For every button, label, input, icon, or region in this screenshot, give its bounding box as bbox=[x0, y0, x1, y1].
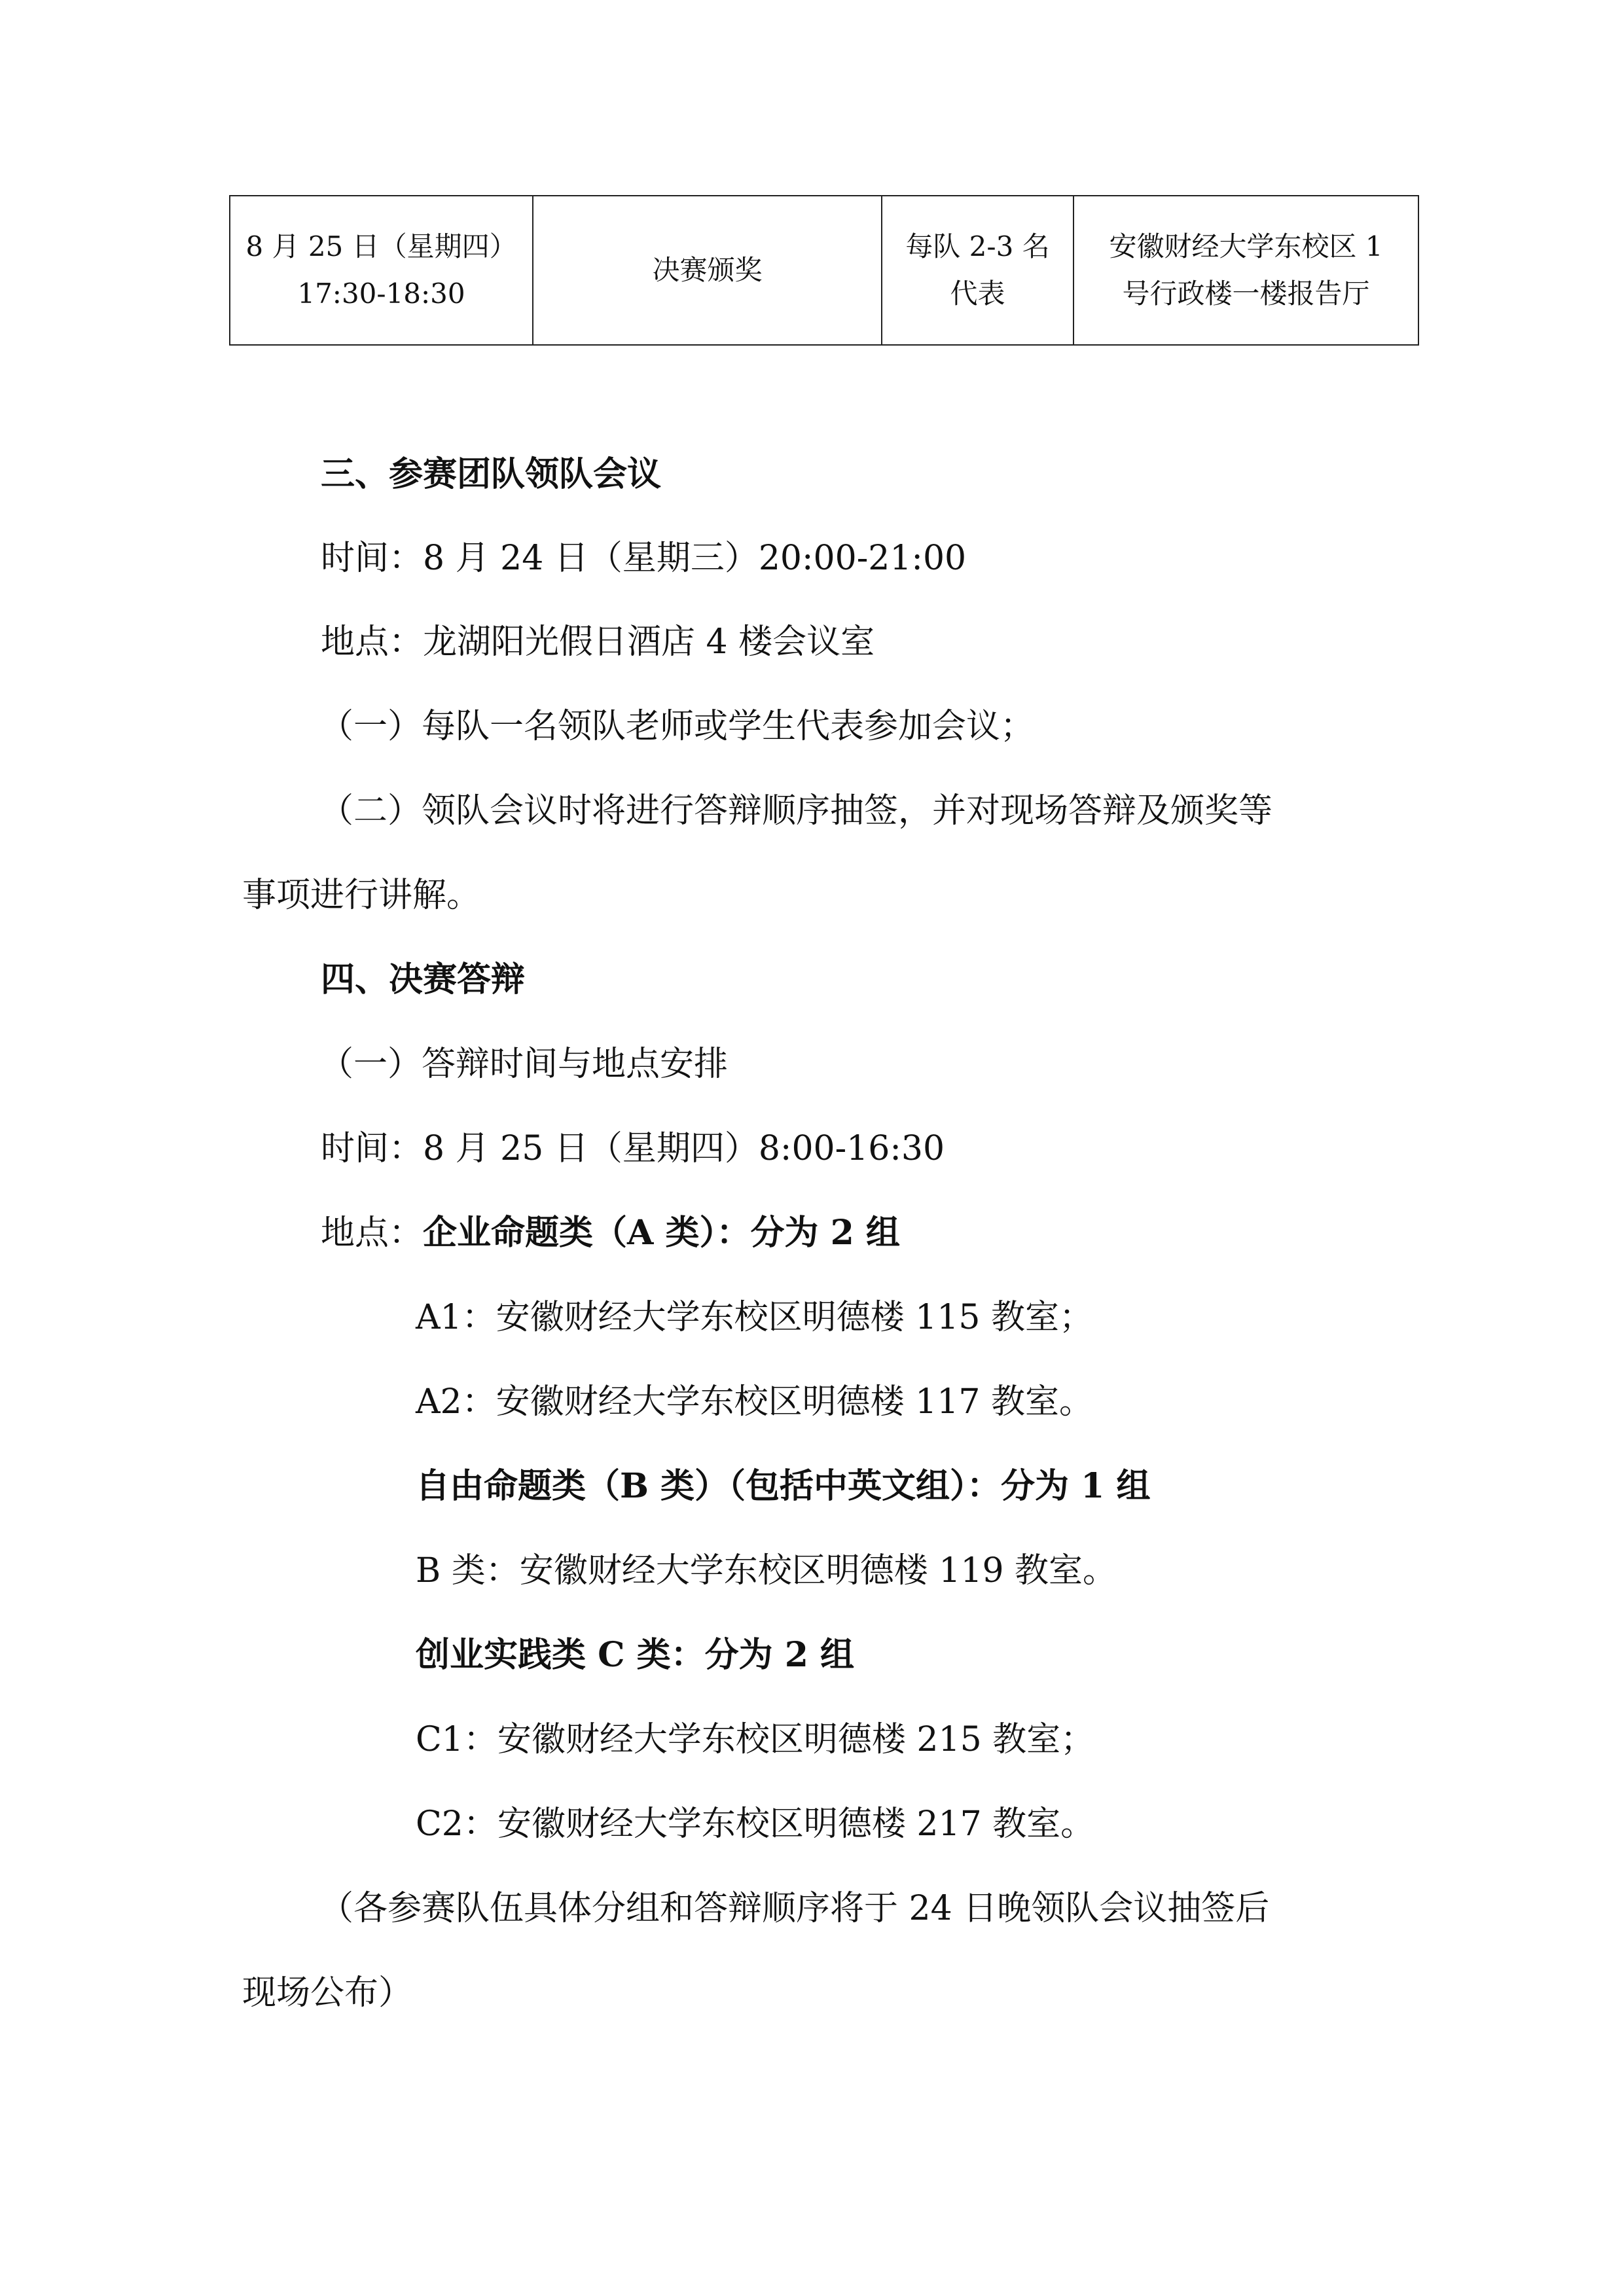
table-cell-event bbox=[533, 196, 882, 345]
note-line-1: （各参赛队伍具体分组和答辩顺序将于 24 日晚领队会议抽签后 bbox=[319, 1889, 1270, 1928]
room-c2: C2：安徽财经大学东校区明德楼 217 教室。 bbox=[416, 1804, 1095, 1844]
section3-time: 时间：8 月 24 日（星期三）20:00-21:00 bbox=[321, 539, 967, 578]
section3-place: 地点：龙湖阳光假日酒店 4 楼会议室 bbox=[321, 622, 875, 662]
participants-line-1: 每队 2-3 名 bbox=[905, 230, 1050, 262]
note-line-2: 现场公布） bbox=[242, 1973, 413, 2013]
section4-time: 时间：8 月 25 日（星期四）8:00-16:30 bbox=[321, 1129, 945, 1168]
place-label: 地点： bbox=[321, 1213, 424, 1253]
section3-item-2-line-2: 事项进行讲解。 bbox=[242, 876, 481, 915]
table-cell-time bbox=[230, 196, 533, 345]
event-text: 决赛颁奖 bbox=[652, 254, 763, 286]
section3-item-2-line-1: （二）领队会议时将进行答辩顺序抽签，并对现场答辩及颁奖等 bbox=[319, 791, 1273, 831]
room-a2: A2：安徽财经大学东校区明德楼 117 教室。 bbox=[416, 1382, 1093, 1422]
section3-item-1: （一）每队一名领队老师或学生代表参加会议； bbox=[319, 707, 1035, 746]
room-c1: C1：安徽财经大学东校区明德楼 215 教室； bbox=[416, 1720, 1095, 1759]
participants-line-2: 代表 bbox=[950, 278, 1005, 310]
schedule-table bbox=[229, 195, 1419, 346]
room-b: B 类：安徽财经大学东校区明德楼 119 教室。 bbox=[416, 1551, 1117, 1590]
category-a-heading: 企业命题类（A 类）：分为 2 组 bbox=[423, 1213, 900, 1253]
time-line-1: 8 月 25 日（星期四） bbox=[245, 230, 517, 262]
time-line-2: 17:30-18:30 bbox=[297, 278, 465, 310]
category-c-heading: 创业实践类 C 类：分为 2 组 bbox=[416, 1635, 854, 1675]
category-b-heading: 自由命题类（B 类）（包括中英文组）：分为 1 组 bbox=[416, 1466, 1151, 1506]
section4-place bbox=[321, 1210, 900, 1256]
room-a1: A1：安徽财经大学东校区明德楼 115 教室； bbox=[416, 1298, 1093, 1337]
section4-heading: 四、决赛答辩 bbox=[321, 960, 526, 999]
table-cell-participants bbox=[882, 196, 1074, 345]
location-line-2: 号行政楼一楼报告厅 bbox=[1122, 278, 1370, 310]
section4-subheading: （一）答辩时间与地点安排 bbox=[319, 1045, 729, 1084]
location-line-1: 安徽财经大学东校区 1 bbox=[1109, 230, 1383, 262]
table-cell-location bbox=[1074, 196, 1418, 345]
section3-heading: 三、参赛团队领队会议 bbox=[321, 454, 662, 494]
table-row bbox=[230, 196, 1418, 345]
